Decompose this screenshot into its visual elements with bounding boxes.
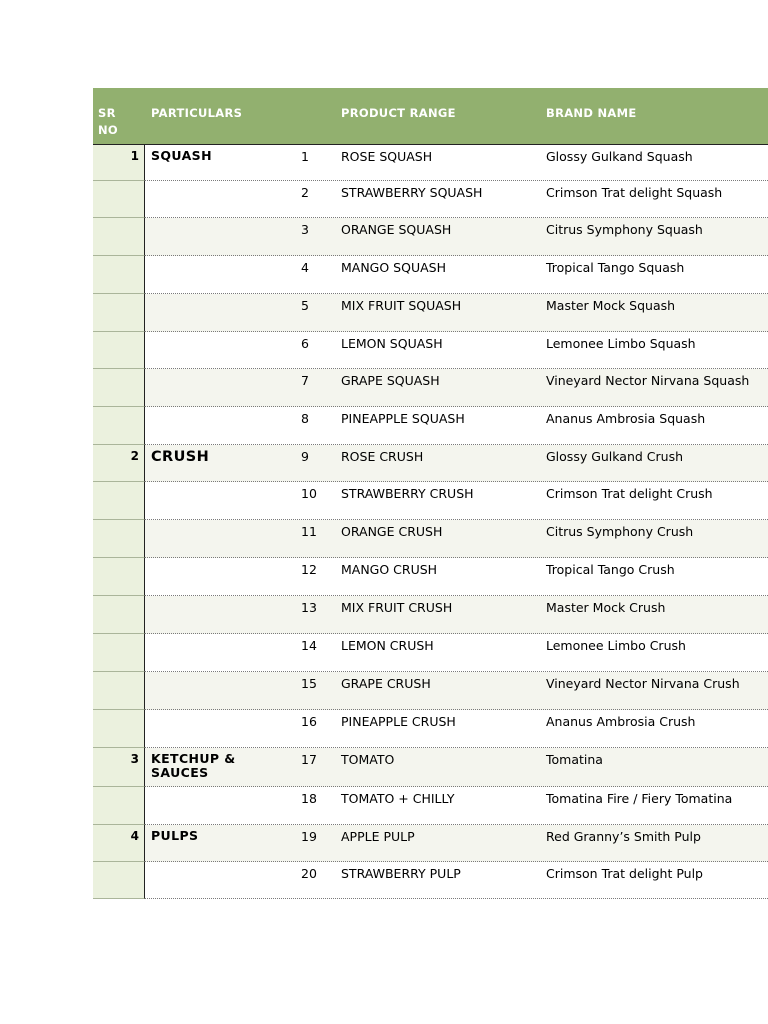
item-number-cell: 17 [301,752,317,767]
table-row [93,710,768,748]
item-number-cell: 9 [301,449,309,464]
brand-name-cell: Tomatina Fire / Fiery Tomatina [546,791,733,806]
particulars-cell: PULPS [151,828,199,843]
product-range-cell: LEMON CRUSH [341,638,434,653]
table-row [93,482,768,520]
product-range-cell: GRAPE CRUSH [341,676,431,691]
particulars-cell: CRUSH [151,449,210,465]
header-product-range: PRODUCT RANGE [341,106,456,120]
item-number-cell: 14 [301,638,317,653]
table-row [93,294,768,332]
product-range-cell: STRAWBERRY CRUSH [341,486,474,501]
brand-name-cell: Ananus Ambrosia Squash [546,411,706,426]
item-number-cell: 4 [301,260,309,275]
table-row [93,407,768,445]
item-number-cell: 6 [301,336,309,351]
sr-no-cell [93,710,145,748]
sr-no-cell [93,672,145,710]
table-row [93,369,768,407]
item-number-cell: 3 [301,222,309,237]
item-number-cell: 1 [301,149,309,164]
item-number-cell: 2 [301,185,309,200]
sr-no-cell: 4 [93,825,145,862]
sr-no-cell: 1 [93,145,145,181]
item-number-cell: 19 [301,829,317,844]
brand-name-cell: Glossy Gulkand Crush [546,449,684,464]
table-body [93,145,768,899]
product-range-cell: MIX FRUIT CRUSH [341,600,453,615]
brand-name-cell: Crimson Trat delight Crush [546,486,713,501]
particulars-cell: KETCHUP & SAUCES [151,751,236,780]
product-range-cell: MANGO CRUSH [341,562,438,577]
item-number-cell: 20 [301,866,317,881]
sr-no-cell [93,332,145,369]
sr-no-cell: 3 [93,748,145,787]
item-number-cell: 11 [301,524,317,539]
brand-name-cell: Vineyard Nector Nirvana Crush [546,676,740,691]
table-row [93,520,768,558]
item-number-cell: 8 [301,411,309,426]
table-header [93,88,768,145]
sr-no-cell [93,787,145,825]
table-row [93,825,768,862]
header-sr-no: SR NO [98,106,119,137]
brand-name-cell: Ananus Ambrosia Crush [546,714,696,729]
particulars-cell: SQUASH [151,148,212,163]
header-particulars: PARTICULARS [151,106,243,120]
sr-no-cell [93,862,145,899]
item-number-cell: 10 [301,486,317,501]
item-number-cell: 18 [301,791,317,806]
sr-no-cell [93,294,145,332]
product-table [93,88,768,899]
brand-name-cell: Lemonee Limbo Squash [546,336,696,351]
product-range-cell: ROSE CRUSH [341,449,424,464]
brand-name-cell: Citrus Symphony Crush [546,524,694,539]
sr-no-cell [93,256,145,294]
brand-name-cell: Crimson Trat delight Pulp [546,866,703,881]
sr-no-cell [93,181,145,218]
sr-no-cell [93,218,145,256]
product-range-cell: ORANGE SQUASH [341,222,452,237]
item-number-cell: 5 [301,298,309,313]
product-range-cell: MIX FRUIT SQUASH [341,298,462,313]
sr-no-cell [93,520,145,558]
product-range-cell: ORANGE CRUSH [341,524,443,539]
brand-name-cell: Tomatina [546,752,603,767]
sr-no-cell [93,482,145,520]
table-row [93,445,768,482]
brand-name-cell: Master Mock Squash [546,298,676,313]
product-range-cell: LEMON SQUASH [341,336,443,351]
brand-name-cell: Tropical Tango Squash [546,260,685,275]
table-row [93,218,768,256]
brand-name-cell: Crimson Trat delight Squash [546,185,723,200]
sr-no-cell: 2 [93,445,145,482]
product-range-cell: APPLE PULP [341,829,415,844]
table-row [93,256,768,294]
item-number-cell: 12 [301,562,317,577]
product-range-cell: PINEAPPLE SQUASH [341,411,465,426]
product-range-cell: PINEAPPLE CRUSH [341,714,456,729]
item-number-cell: 13 [301,600,317,615]
table-row [93,748,768,787]
product-range-cell: GRAPE SQUASH [341,373,440,388]
table-row [93,672,768,710]
table-row [93,787,768,825]
brand-name-cell: Vineyard Nector Nirvana Squash [546,373,750,388]
sr-no-cell [93,634,145,672]
product-range-cell: MANGO SQUASH [341,260,446,275]
sr-no-cell [93,596,145,634]
sr-no-cell [93,369,145,407]
table-row [93,862,768,899]
sr-no-cell [93,407,145,445]
product-range-cell: TOMATO + CHILLY [341,791,455,806]
table-row [93,145,768,181]
table-row [93,634,768,672]
header-brand-name: BRAND NAME [546,106,637,120]
product-range-cell: STRAWBERRY PULP [341,866,461,881]
product-range-cell: TOMATO [341,752,395,767]
table-row [93,558,768,596]
brand-name-cell: Red Granny’s Smith Pulp [546,829,701,844]
sr-no-cell [93,558,145,596]
item-number-cell: 7 [301,373,309,388]
brand-name-cell: Master Mock Crush [546,600,666,615]
product-range-cell: ROSE SQUASH [341,149,433,164]
brand-name-cell: Glossy Gulkand Squash [546,149,693,164]
table-row [93,596,768,634]
table-row [93,181,768,218]
brand-name-cell: Lemonee Limbo Crush [546,638,686,653]
item-number-cell: 16 [301,714,317,729]
product-range-cell: STRAWBERRY SQUASH [341,185,483,200]
table-row [93,332,768,369]
brand-name-cell: Tropical Tango Crush [546,562,675,577]
item-number-cell: 15 [301,676,317,691]
brand-name-cell: Citrus Symphony Squash [546,222,703,237]
